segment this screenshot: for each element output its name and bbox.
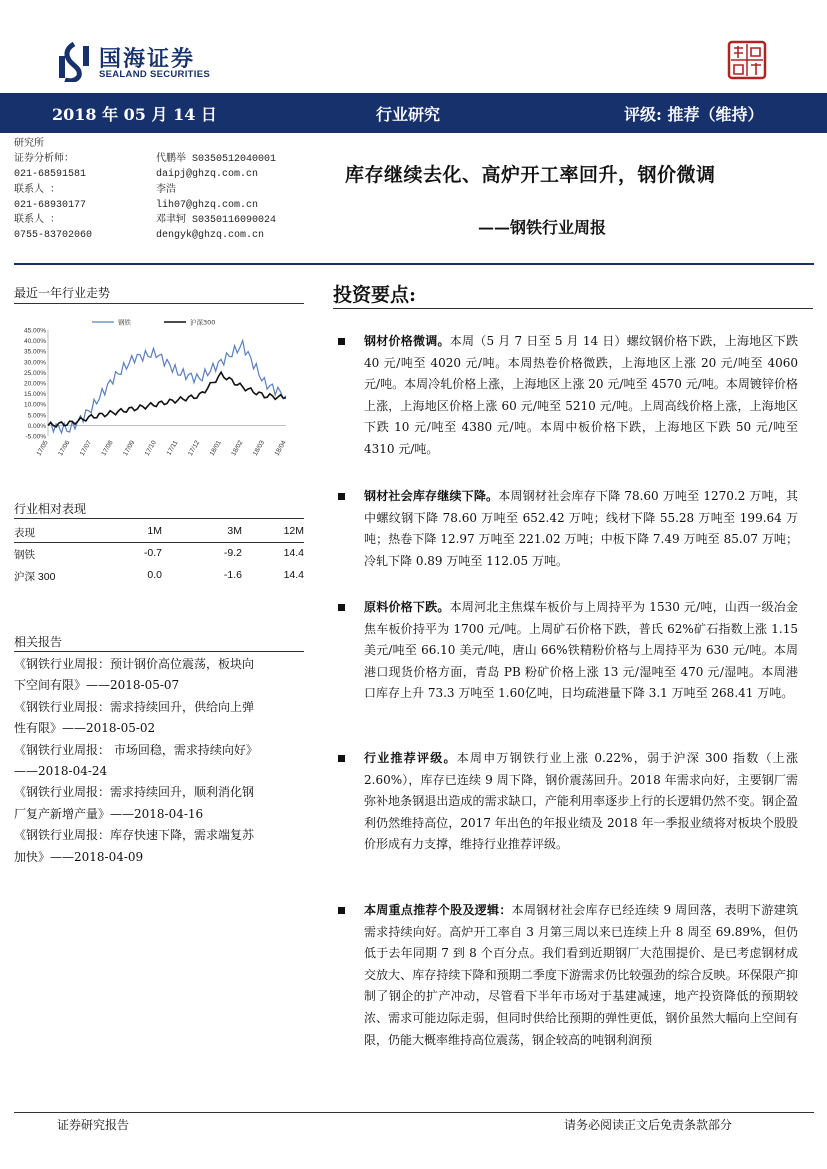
analyst-label: 证券分析师：	[14, 154, 74, 166]
y-tick-label: 0.00%	[27, 422, 46, 430]
bullet-icon	[338, 755, 345, 762]
key-point-body: 本周钢材社会库存下降 78.60 万吨至 1270.2 万吨，其中螺纹钢下降 78.60 万吨至 652.42 万吨；线材下降 55.28 万吨至 199.64 万吨；热卷下降 12.97 万吨至 221.02 万吨；中板下降 7.49 万吨至 85.07 万吨；冷轧下降 0.89 万吨至 112.05 万吨。	[364, 489, 798, 568]
analyst-row	[14, 213, 304, 228]
logo-english-name: SEALAND SECURITIES	[99, 69, 210, 80]
bullet-icon	[338, 493, 345, 500]
report-title: 库存继续去化、高炉开工率回升，钢价微调	[345, 164, 716, 186]
performance-table	[14, 521, 304, 587]
analyst-label: 联系人 ：	[14, 184, 61, 196]
key-point-body: 本周（5 月 7 日至 5 月 14 日）螺纹钢价格下跌，上海地区下跌 40 元/吨至 4020 元/吨。本周热卷价格微跌，上海地区上涨 20 元/吨至 4060 元/吨。本周冷轧价格上涨，上海地区上涨 20 元/吨至 4570 元/吨。本周镀锌价格上涨，上海地区价格上涨 60 元/吨至 5210 元/吨。上周高线价格上涨，上海地区下跌 10 元/吨至 4380 元/吨。本周中板价格下跌，上海地区下跌 50 元/吨至 4310 元/吨。	[364, 334, 798, 456]
report-link-line[interactable]: 《钢铁行业周报：预计钢价高位震荡，板块向	[14, 657, 255, 671]
analyst-row	[14, 152, 304, 167]
footer-disclaimer: 请务必阅读正文后免责条款部分	[564, 1118, 733, 1132]
seal-stamp-icon	[727, 40, 767, 80]
x-tick-label: 17/11	[165, 439, 180, 457]
trend-label: 最近一年行业走势	[14, 286, 111, 300]
legend-label: 沪深300	[190, 318, 216, 327]
key-point-lead: 行业推荐评级。	[364, 751, 457, 765]
report-link-line[interactable]: ——2018-04-24	[14, 764, 108, 779]
key-point-lead: 原料价格下跌。	[364, 600, 450, 614]
key-point-body: 本周钢材社会库存已经连续 9 周回落，表明下游建筑需求持续向好。高炉开工率自 3 月第三周以来已连续上升 8 周至 69.89%，但仍低于去年同期 7 到 8 个百分点。我们看到近期钢厂大范围提价、是已考虑钢材成交放大、库存持续下降和预期二季度下游需求仍比较强劲的综合反映。环保限产抑制了钢企的扩产冲动，尽管看下半年市场对于基建减速，地产投资降低的预期较浓、需求可能边际走弱，但同时供给比预期的弹性更低，钢价虽然大幅向上空间有限，仍能大概率维持高位震荡，钢企较高的吨钢利润预	[364, 903, 798, 1047]
reports-divider	[14, 651, 304, 652]
y-tick-label: 15.00%	[23, 391, 46, 399]
analyst-row	[14, 198, 304, 213]
table-cell: -1.6	[223, 569, 242, 581]
table-row	[14, 543, 304, 565]
table-cell: 14.4	[283, 547, 304, 559]
analyst-label: 联系人 ：	[14, 214, 61, 226]
header-cell: 12M	[283, 525, 304, 537]
analyst-label: 0755-83702060	[14, 230, 93, 242]
analyst-info	[14, 137, 304, 243]
y-tick-label: 25.00%	[23, 369, 46, 377]
report-link-line[interactable]: 《钢铁行业周报： 市场回稳，需求持续向好》	[14, 742, 258, 757]
analyst-row	[14, 167, 304, 182]
analyst-value: 代鹏举 S0350512040001	[156, 154, 277, 166]
x-tick-label: 17/06	[57, 439, 72, 458]
x-tick-label: 17/10	[143, 439, 158, 458]
y-tick-label: 40.00%	[23, 338, 46, 346]
key-point-lead: 钢材价格微调。	[364, 334, 450, 348]
invest-title: 投资要点:	[333, 284, 417, 306]
report-link-line[interactable]: 《钢铁行业周报：库存快速下降，需求端复苏	[14, 828, 255, 843]
perf-divider	[14, 518, 304, 519]
x-tick-label: 17/09	[122, 439, 137, 458]
key-point	[338, 900, 798, 1100]
report-type: 行业研究	[376, 105, 441, 124]
analyst-value: 李浩	[156, 184, 176, 196]
bullet-icon	[338, 907, 345, 914]
bullet-icon	[338, 338, 345, 345]
trend-divider	[14, 303, 304, 304]
table-cell: 沪深 300	[14, 571, 56, 583]
x-tick-label: 18/02	[230, 439, 245, 458]
table-cell: 14.4	[283, 569, 304, 581]
analyst-value: lih07@ghzq.com.cn	[156, 199, 259, 211]
table-cell: -0.7	[143, 547, 162, 559]
perf-title: 行业相对表现	[14, 502, 87, 516]
logo-chinese-name: 国海证券	[99, 47, 196, 72]
company-logo	[57, 42, 257, 86]
x-tick-label: 18/04	[273, 439, 288, 458]
header-cell: 3M	[227, 525, 242, 537]
x-tick-label: 17/07	[78, 439, 94, 458]
invest-divider	[333, 308, 813, 309]
report-header-bar	[0, 93, 827, 133]
key-point-lead: 钢材社会库存继续下降。	[364, 489, 499, 503]
analyst-label: 021-68930177	[14, 199, 87, 211]
header-cell: 表现	[14, 527, 35, 539]
reports-title: 相关报告	[14, 635, 63, 649]
y-tick-label: 35.00%	[23, 348, 46, 356]
x-tick-label: 18/01	[208, 439, 223, 458]
y-tick-label: -5.00%	[25, 433, 46, 441]
sealand-logo-icon	[57, 42, 91, 82]
analyst-label: 021-68591581	[14, 169, 87, 181]
bullet-icon	[338, 604, 345, 611]
table-row	[14, 565, 304, 587]
header-cell: 1M	[147, 525, 162, 537]
x-tick-label: 17/12	[186, 439, 202, 458]
report-link-line[interactable]: 下空间有限》——2018-05-07	[14, 678, 180, 693]
footer-left: 证券研究报告	[57, 1118, 130, 1132]
report-link-line[interactable]: 厂复产新增产量》——2018-04-16	[14, 806, 204, 821]
table-cell: -9.2	[223, 547, 242, 559]
analyst-row	[14, 228, 304, 243]
analyst-value: daipj@ghzq.com.cn	[156, 169, 259, 181]
related-reports	[14, 654, 314, 868]
x-tick-label: 17/05	[35, 439, 50, 458]
footer-divider	[14, 1112, 814, 1113]
report-link-line[interactable]: 性有限》——2018-05-02	[14, 721, 156, 736]
table-cell: 0.0	[147, 569, 162, 581]
key-point	[338, 597, 798, 705]
x-tick-label: 18/03	[251, 439, 267, 458]
key-point	[338, 486, 798, 572]
y-tick-label: 10.00%	[23, 401, 46, 409]
x-tick-label: 17/08	[100, 439, 115, 458]
y-tick-label: 5.00%	[27, 412, 46, 420]
report-link-line[interactable]: 《钢铁行业周报：需求持续回升，供给向上弹	[14, 699, 255, 714]
y-tick-label: 30.00%	[23, 359, 46, 367]
key-point	[338, 331, 798, 461]
analyst-row	[14, 137, 304, 152]
analyst-label: 研究所	[14, 139, 44, 150]
table-cell: 钢铁	[14, 549, 35, 561]
table-header-row	[14, 521, 304, 543]
industry-trend-chart	[14, 318, 304, 468]
header-divider	[14, 263, 814, 265]
key-point-body: 本周申万钢铁行业上涨 0.22%，弱于沪深 300 指数（上涨 2.60%），库存已连续 9 周下降，钢价震荡回升。2018 年需求向好，主要钢厂需弥补地条钢退出造成的需求缺口，产能利用率逐步上行的长逻辑仍然不变。钢企盈利仍然维持高位，2017 年出色的年报业绩及 2018 年一季报业绩将对板块个股股价形成有力支撑，维持行业推荐评级。	[364, 751, 798, 852]
y-tick-label: 45.00%	[23, 327, 46, 335]
analyst-value: 邓聿轲 S0350116090024	[156, 214, 277, 226]
report-link-line[interactable]: 加快》——2018-04-09	[14, 849, 144, 864]
analyst-row	[14, 183, 304, 198]
report-link-line[interactable]: 《钢铁行业周报：需求持续回升，顺利消化钢	[14, 785, 255, 800]
report-rating: 评级: 推荐（维持）	[624, 105, 764, 124]
analyst-value: dengyk@ghzq.com.cn	[156, 230, 265, 242]
key-point	[338, 748, 798, 856]
legend-label: 钢铁	[118, 318, 131, 327]
y-tick-label: 20.00%	[23, 380, 46, 388]
report-subtitle: ——钢铁行业周报	[478, 218, 607, 237]
report-date: 2018 年 05 月 14 日	[52, 105, 217, 124]
key-point-body: 本周河北主焦煤车板价与上周持平为 1530 元/吨，山西一级冶金焦车板价持平为 1700 元/吨。上周矿石价格下跌，普氏 62%矿石指数上涨 1.15 美元/吨至 66.10 美元/吨，唐山 66%铁精粉价格与上周持平为 630 元/吨。本周港口现货价格方面，青岛 PB 粉矿价格上涨 13 元/湿吨至 470 元/湿吨。本周港口库存上升 73.3 万吨至 1.60亿吨，日均疏港量下降 3.1 万吨至 268.41 万吨。	[364, 600, 798, 701]
key-point-lead: 本周重点推荐个股及逻辑：	[364, 903, 512, 917]
